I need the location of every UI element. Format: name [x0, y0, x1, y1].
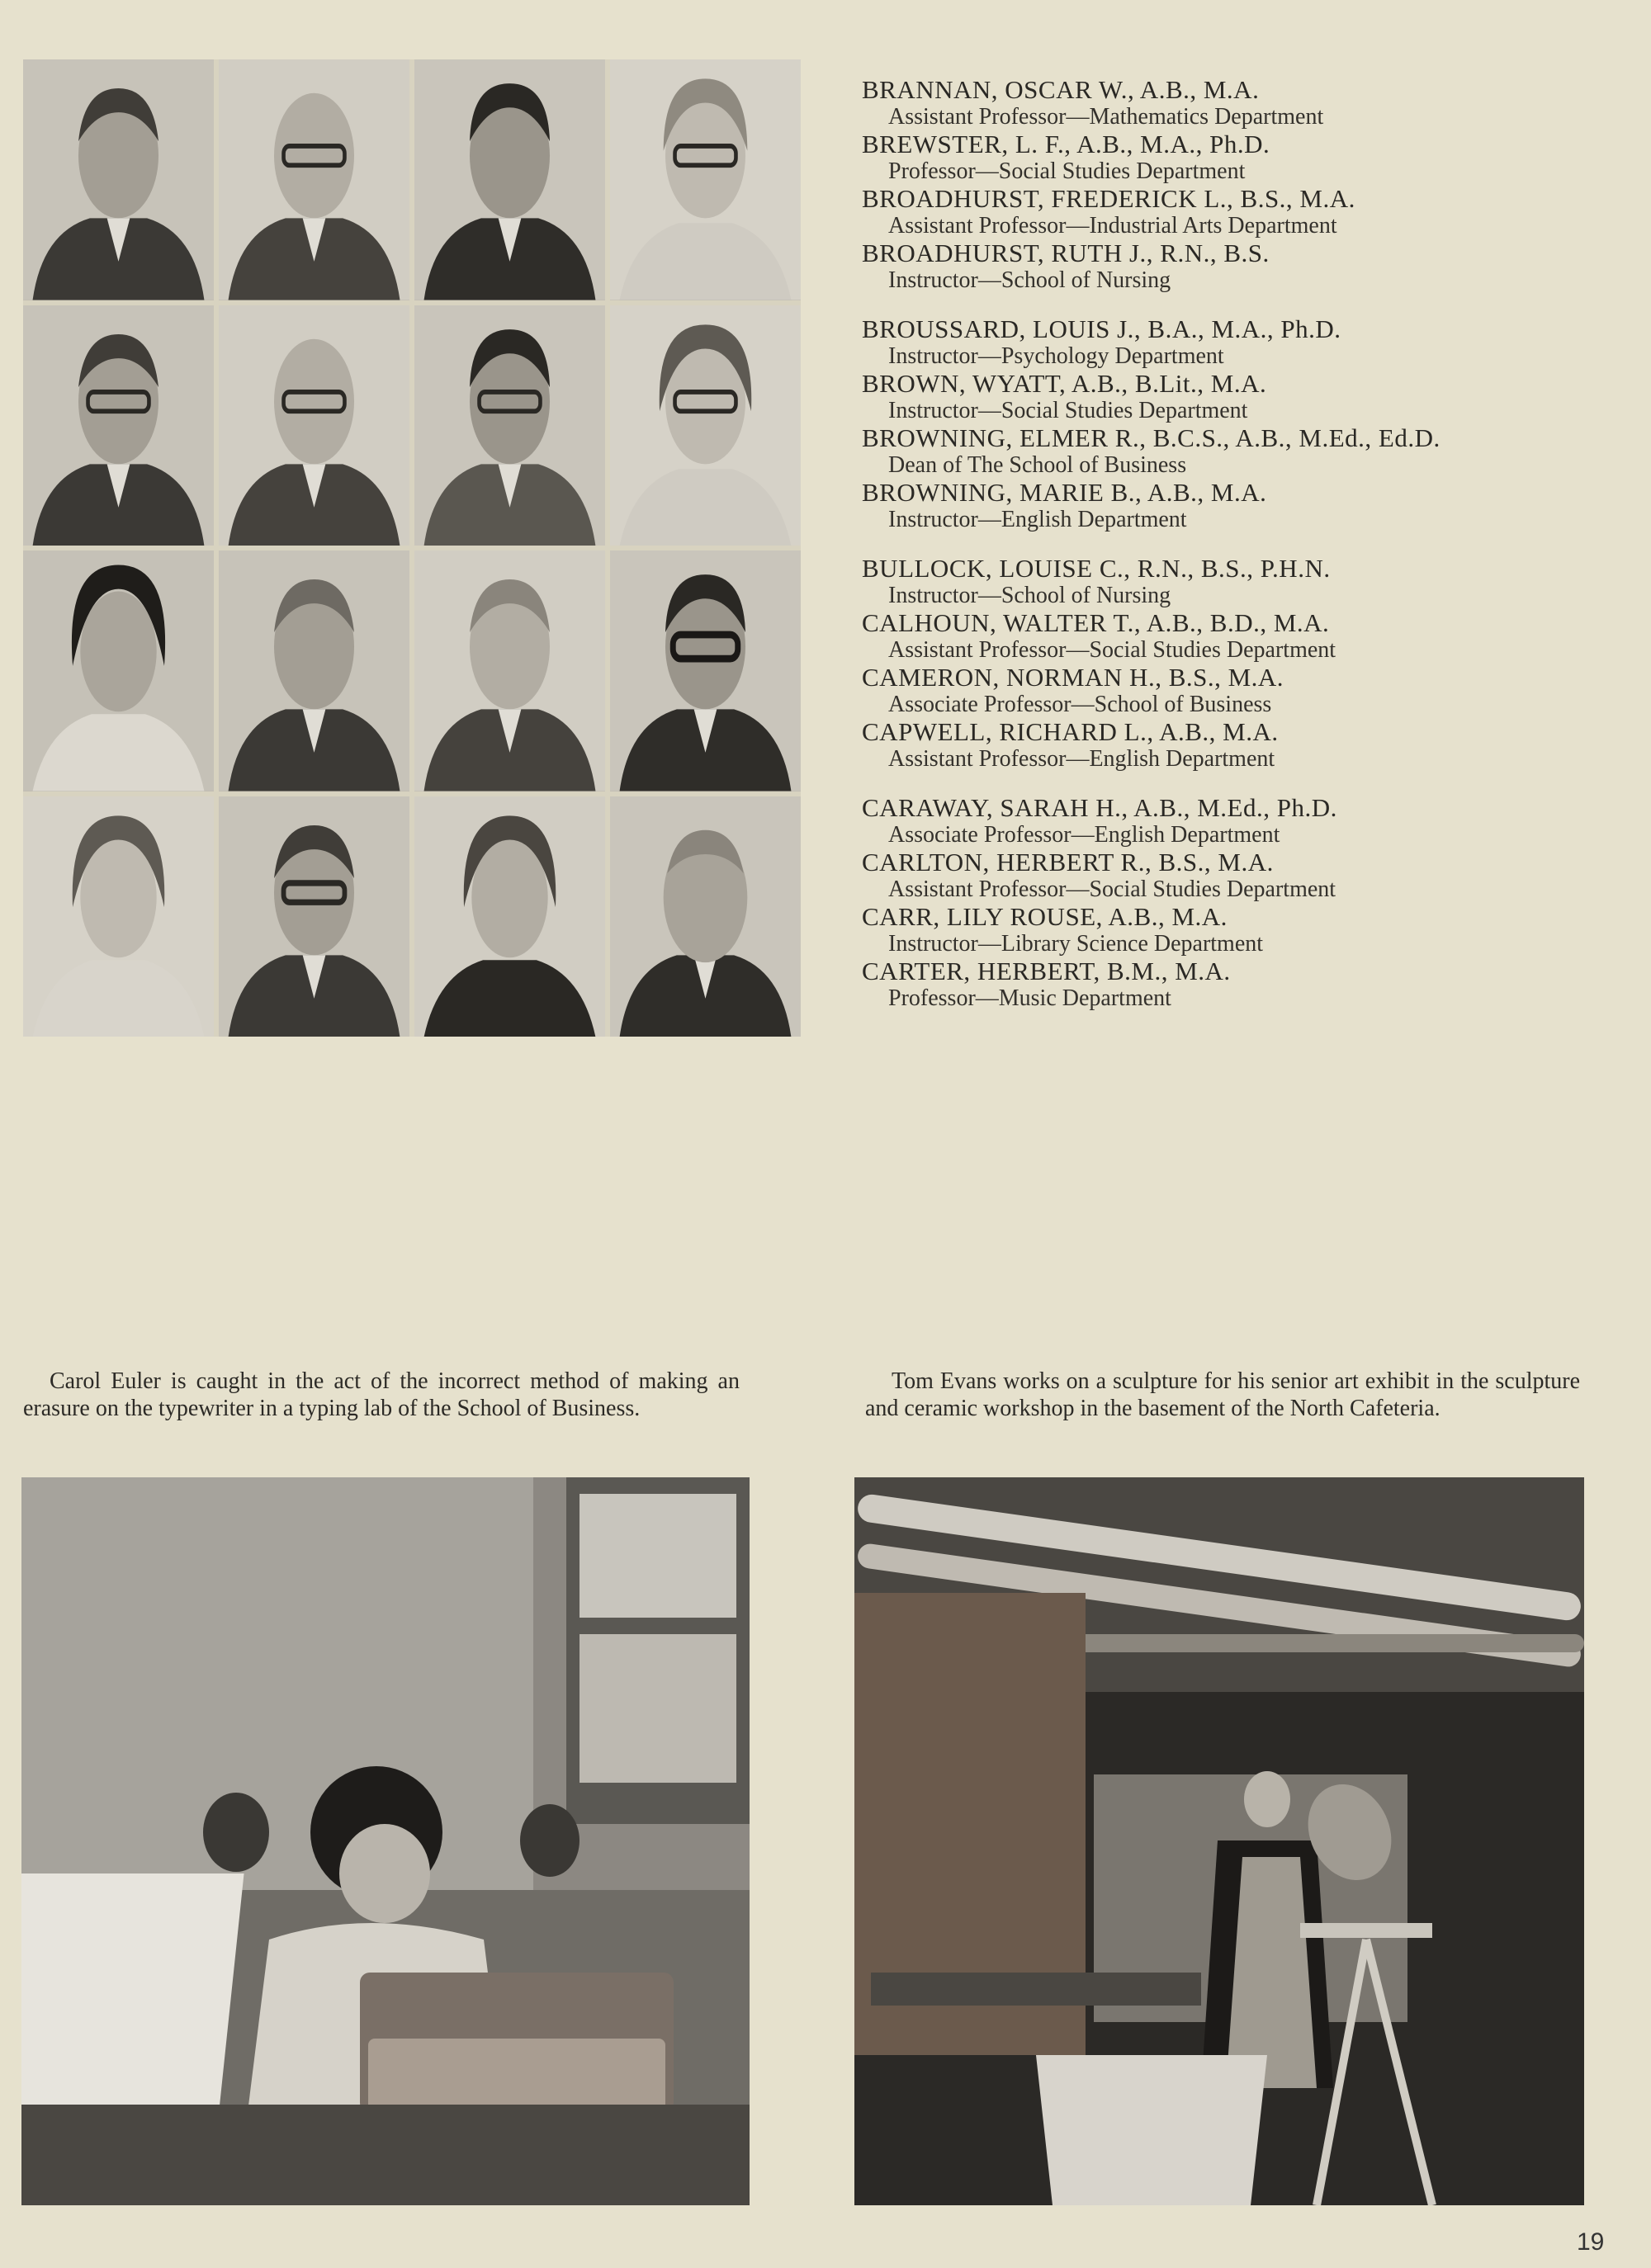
faculty-title: Instructor—Library Science Department	[888, 931, 1264, 957]
portrait-broadhurst-frederick	[414, 59, 605, 300]
faculty-title: Associate Professor—English Department	[888, 822, 1280, 848]
faculty-title: Assistant Professor—Industrial Arts Department	[888, 213, 1337, 239]
faculty-entry	[862, 555, 1630, 609]
faculty-name: BREWSTER, L. F., A.B., M.A., Ph.D.	[862, 130, 1270, 158]
faculty-name: BROWNING, ELMER R., B.C.S., A.B., M.Ed., Ed.D.	[862, 423, 1440, 452]
faculty-portrait-grid	[23, 59, 801, 1037]
portrait-bullock	[23, 550, 214, 791]
portrait-brannan	[23, 59, 214, 300]
portrait-broussard	[23, 305, 214, 546]
faculty-title: Professor—Music Department	[888, 985, 1171, 1011]
portrait-carr	[414, 796, 605, 1037]
faculty-title: Instructor—English Department	[888, 507, 1187, 532]
faculty-group	[862, 76, 1630, 294]
caption-typing-lab: Carol Euler is caught in the act of the incorrect method of making an erasure on the typewriter in a typing lab of the School of Business.	[23, 1368, 740, 1421]
portrait-broadhurst-ruth	[610, 59, 801, 300]
portrait-cameron	[414, 550, 605, 791]
faculty-name: CARTER, HERBERT, B.M., M.A.	[862, 957, 1231, 985]
faculty-name: BROWNING, MARIE B., A.B., M.A.	[862, 478, 1267, 507]
portrait-caraway	[23, 796, 214, 1037]
faculty-entry	[862, 794, 1630, 848]
faculty-name: CARLTON, HERBERT R., B.S., M.A.	[862, 848, 1274, 876]
faculty-group	[862, 555, 1630, 773]
portrait-browning-marie	[610, 305, 801, 546]
faculty-name: BROWN, WYATT, A.B., B.Lit., M.A.	[862, 369, 1267, 398]
portrait-carlton	[219, 796, 409, 1037]
faculty-title: Assistant Professor—English Department	[888, 746, 1275, 772]
portrait-browning-elmer	[414, 305, 605, 546]
photo-typing-lab	[21, 1477, 750, 2205]
faculty-title: Instructor—Social Studies Department	[888, 398, 1248, 423]
faculty-title: Assistant Professor—Social Studies Department	[888, 637, 1336, 663]
faculty-entry	[862, 903, 1630, 957]
faculty-group	[862, 315, 1630, 533]
faculty-group	[862, 794, 1630, 1012]
faculty-title: Instructor—School of Nursing	[888, 583, 1171, 608]
portrait-brown	[219, 305, 409, 546]
faculty-title: Dean of The School of Business	[888, 452, 1187, 478]
faculty-name: CARAWAY, SARAH H., A.B., M.Ed., Ph.D.	[862, 793, 1337, 822]
faculty-entry	[862, 185, 1630, 239]
faculty-roster	[862, 76, 1630, 1033]
faculty-entry	[862, 479, 1630, 533]
faculty-entry	[862, 370, 1630, 424]
portrait-calhoun	[219, 550, 409, 791]
faculty-name: CAPWELL, RICHARD L., A.B., M.A.	[862, 717, 1279, 746]
faculty-name: CALHOUN, WALTER T., A.B., B.D., M.A.	[862, 608, 1330, 637]
portrait-brewster	[219, 59, 409, 300]
faculty-name: BROADHURST, RUTH J., R.N., B.S.	[862, 239, 1270, 267]
portrait-capwell	[610, 550, 801, 791]
faculty-entry	[862, 76, 1630, 130]
faculty-name: CARR, LILY ROUSE, A.B., M.A.	[862, 902, 1228, 931]
faculty-entry	[862, 424, 1630, 479]
faculty-name: CAMERON, NORMAN H., B.S., M.A.	[862, 663, 1284, 692]
faculty-name: BRANNAN, OSCAR W., A.B., M.A.	[862, 75, 1260, 104]
faculty-entry	[862, 718, 1630, 773]
faculty-name: BROUSSARD, LOUIS J., B.A., M.A., Ph.D.	[862, 314, 1341, 343]
faculty-entry	[862, 239, 1630, 294]
photo-sculpture-workshop	[854, 1477, 1584, 2205]
caption-sculpture-workshop: Tom Evans works on a sculpture for his senior art exhibit in the sculpture and ceramic workshop in the basement of the North Cafeteria.	[865, 1368, 1580, 1421]
faculty-title: Associate Professor—School of Business	[888, 692, 1272, 717]
faculty-title: Instructor—School of Nursing	[888, 267, 1171, 293]
page-number: 19	[1577, 2228, 1605, 2256]
faculty-title: Assistant Professor—Mathematics Department	[888, 104, 1324, 130]
faculty-entry	[862, 315, 1630, 370]
faculty-entry	[862, 130, 1630, 185]
faculty-name: BROADHURST, FREDERICK L., B.S., M.A.	[862, 184, 1355, 213]
faculty-title: Professor—Social Studies Department	[888, 158, 1246, 184]
portrait-carter	[610, 796, 801, 1037]
faculty-name: BULLOCK, LOUISE C., R.N., B.S., P.H.N.	[862, 554, 1331, 583]
faculty-entry	[862, 848, 1630, 903]
faculty-title: Assistant Professor—Social Studies Department	[888, 876, 1336, 902]
faculty-entry	[862, 664, 1630, 718]
faculty-title: Instructor—Psychology Department	[888, 343, 1224, 369]
faculty-entry	[862, 957, 1630, 1012]
faculty-entry	[862, 609, 1630, 664]
